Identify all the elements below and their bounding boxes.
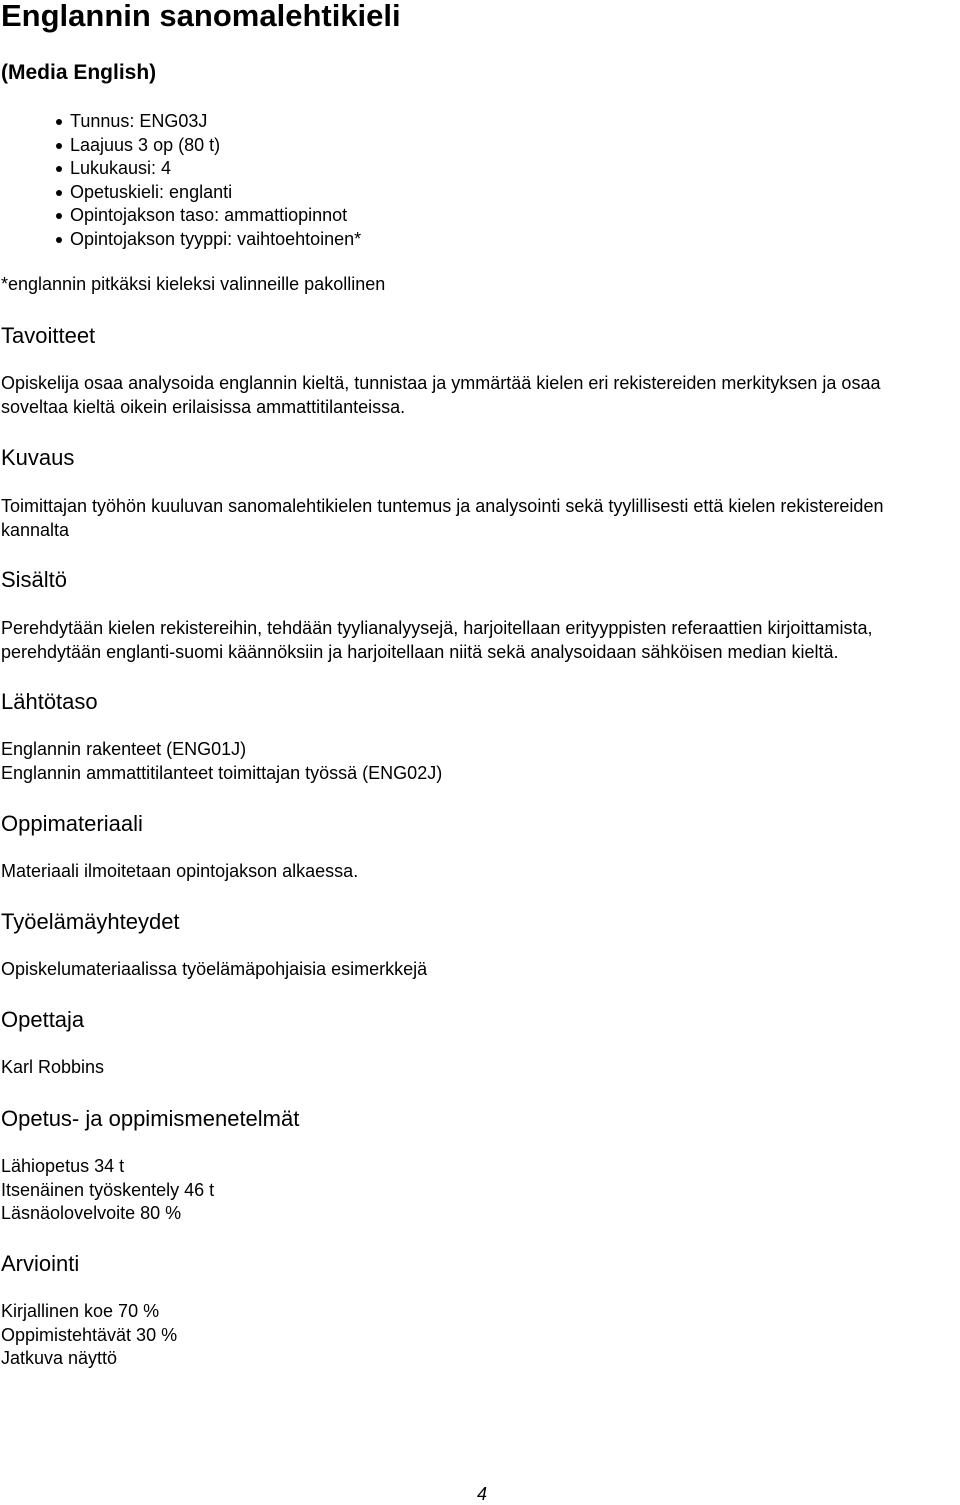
course-info-list	[56, 110, 361, 252]
page-number: 4	[477, 1484, 488, 1504]
body-line: Karl Robbins	[1, 1057, 105, 1077]
info-item-label: Opintojakson taso: ammattiopinnot	[70, 205, 348, 226]
section-body-sisalto	[1, 617, 956, 664]
bullet-icon	[56, 190, 62, 196]
body-line: Jatkuva näyttö	[1, 1348, 118, 1369]
body-line: kannalta	[1, 519, 70, 540]
body-line: Englannin ammattitilanteet toimittajan työssä (ENG02J)	[1, 762, 443, 783]
section-heading-arviointi: Arviointi	[1, 1251, 80, 1276]
info-item-language	[56, 181, 361, 205]
body-line: Läsnäolovelvoite 80 %	[1, 1203, 182, 1224]
info-item-code	[56, 110, 361, 134]
section-body-opettaja	[1, 1056, 956, 1080]
section-heading-tyoelama: Työelämäyhteydet	[1, 909, 180, 934]
section-body-arviointi	[1, 1300, 956, 1371]
section-body-kuvaus	[1, 495, 956, 542]
body-line: Toimittajan työhön kuuluvan sanomalehtikielen tuntemus ja analysointi sekä tyylillisesti että kielen rekistereiden	[1, 496, 884, 516]
body-line: Kirjallinen koe 70 %	[1, 1301, 160, 1321]
bullet-icon	[56, 166, 62, 172]
section-body-tyoelama	[1, 958, 956, 982]
info-item-label: Opetuskieli: englanti	[70, 181, 233, 202]
body-line: Lähiopetus 34 t	[1, 1156, 125, 1176]
bullet-icon	[56, 143, 62, 149]
section-body-tavoitteet	[1, 372, 956, 419]
body-line: perehdytään englanti-suomi käännöksiin ja harjoitellaan niitä sekä analysoidaan sähköisen median kieltä.	[1, 641, 839, 662]
section-body-menetelmat	[1, 1155, 956, 1226]
bullet-icon	[56, 119, 62, 125]
body-line: Oppimistehtävät 30 %	[1, 1324, 178, 1345]
bullet-icon	[56, 213, 62, 219]
info-item-semester	[56, 157, 361, 181]
page-subtitle: (Media English)	[1, 61, 157, 84]
body-line: Opiskelija osaa analysoida englannin kieltä, tunnistaa ja ymmärtää kielen eri rekistereiden merkityksen ja osaa	[1, 373, 881, 393]
info-item-type	[56, 228, 361, 252]
body-line: soveltaa kieltä oikein erilaisissa ammattitilanteissa.	[1, 396, 406, 417]
section-body-oppimateriaali	[1, 860, 956, 884]
section-heading-sisalto: Sisältö	[1, 567, 68, 592]
info-item-level	[56, 204, 361, 228]
body-line: Opiskelumateriaalissa työelämäpohjaisia esimerkkejä	[1, 959, 428, 979]
body-line: Perehdytään kielen rekistereihin, tehdään tyylianalyysejä, harjoitellaan erityyppisten referaattien kirjoittamista,	[1, 618, 873, 638]
body-line: Materiaali ilmoitetaan opintojakson alkaessa.	[1, 861, 359, 881]
footnote: *englannin pitkäksi kieleksi valinneille pakollinen	[1, 274, 386, 294]
bullet-icon	[56, 237, 62, 243]
info-item-label: Laajuus 3 op (80 t)	[70, 134, 221, 155]
section-heading-opettaja: Opettaja	[1, 1007, 85, 1032]
body-line: Itsenäinen työskentely 46 t	[1, 1179, 215, 1200]
info-item-label: Lukukausi: 4	[70, 158, 172, 179]
section-heading-menetelmat: Opetus- ja oppimismenetelmät	[1, 1106, 300, 1131]
body-line: Englannin rakenteet (ENG01J)	[1, 739, 247, 759]
info-item-label: Opintojakson tyyppi: vaihtoehtoinen*	[70, 228, 362, 249]
page-title: Englannin sanomalehtikieli	[1, 0, 401, 33]
section-heading-kuvaus: Kuvaus	[1, 445, 75, 470]
section-heading-oppimateriaali: Oppimateriaali	[1, 811, 143, 836]
info-item-credits	[56, 134, 361, 158]
section-heading-lahtotaso: Lähtötaso	[1, 689, 98, 714]
section-heading-tavoitteet: Tavoitteet	[1, 323, 96, 348]
section-body-lahtotaso	[1, 738, 956, 785]
info-item-label: Tunnus: ENG03J	[70, 111, 208, 131]
